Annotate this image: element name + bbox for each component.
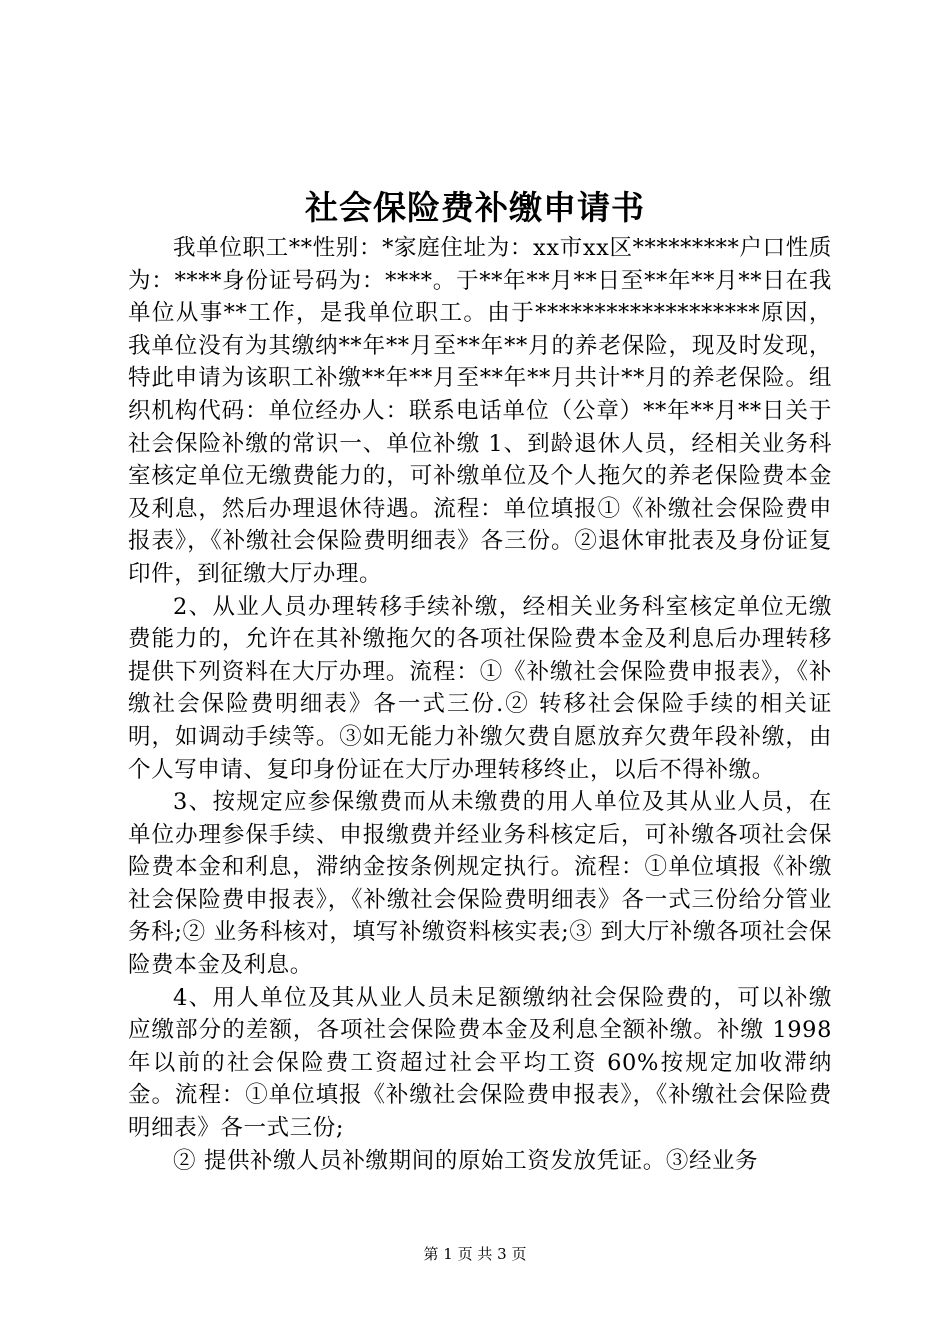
paragraph-item-2: 2、从业人员办理转移手续补缴，经相关业务科室核定单位无缴费能力的，允许在其补缴拖欠的各项社保险费本金及利息后办理转移提供下列资料在大厅办理。流程：①《补缴社会保险费申报表》，《补缴社会保险费明细表》各一式三份.② 转移社会保险手续的相关证明，如调动手续等。③如无能力补缴欠费自愿放弃欠费年段补缴，由个人写申请、复印身份证在大厅办理转移终止，以后不得补缴。: [128, 593, 832, 783]
document-body: [128, 232, 832, 1177]
document-title: 社会保险费补缴申请书: [305, 188, 645, 227]
paragraph-continuation: ② 提供补缴人员补缴期间的原始工资发放凭证。③经业务: [173, 1147, 759, 1174]
page-footer: 第 1 页 共 3 页: [423, 1245, 527, 1263]
paragraph-item-4: 4、用人单位及其从业人员未足额缴纳社会保险费的，可以补缴应缴部分的差额，各项社会保险费本金及利息全额补缴。补缴 1998 年以前的社会保险费工资超过社会平均工资 60%按规定加收滞纳金。流程：①单位填报《补缴社会保险费申报表》，《补缴社会保险费明细表》各一式三份;: [128, 984, 832, 1142]
paragraph-item-3: 3、按规定应参保缴费而从未缴费的用人单位及其从业人员，在单位办理参保手续、申报缴费并经业务科核定后，可补缴各项社会保险费本金和利息，滞纳金按条例规定执行。流程：①单位填报《补缴社会保险费申报表》，《补缴社会保险费明细表》各一式三份给分管业务科;② 业务科核对，填写补缴资料核实表;③ 到大厅补缴各项社会保险费本金及利息。: [128, 789, 832, 979]
paragraph-application: 我单位职工**性别：*家庭住址为：xx市xx区*********户口性质为：****身份证号码为：****。于**年**月**日至**年**月**日在我单位从事**工作，是我单位职工。由于*******************原因，我单位没有为其缴纳**年**月至**年**月的养老保险，现及时发现，特此申请为该职工补缴**年**月至**年**月共计**月的养老保险。组织机构代码：单位经办人：联系电话单位（公章）**年**月**日关于社会保险补缴的常识一、单位补缴 1、到龄退休人员，经相关业务科室核定单位无缴费能力的，可补缴单位及个人拖欠的养老保险费本金及利息，然后办理退休待遇。流程：单位填报①《补缴社会保险费申报表》，《补缴社会保险费明细表》各三份。②退休审批表及身份证复印件，到征缴大厅办理。: [128, 235, 832, 587]
